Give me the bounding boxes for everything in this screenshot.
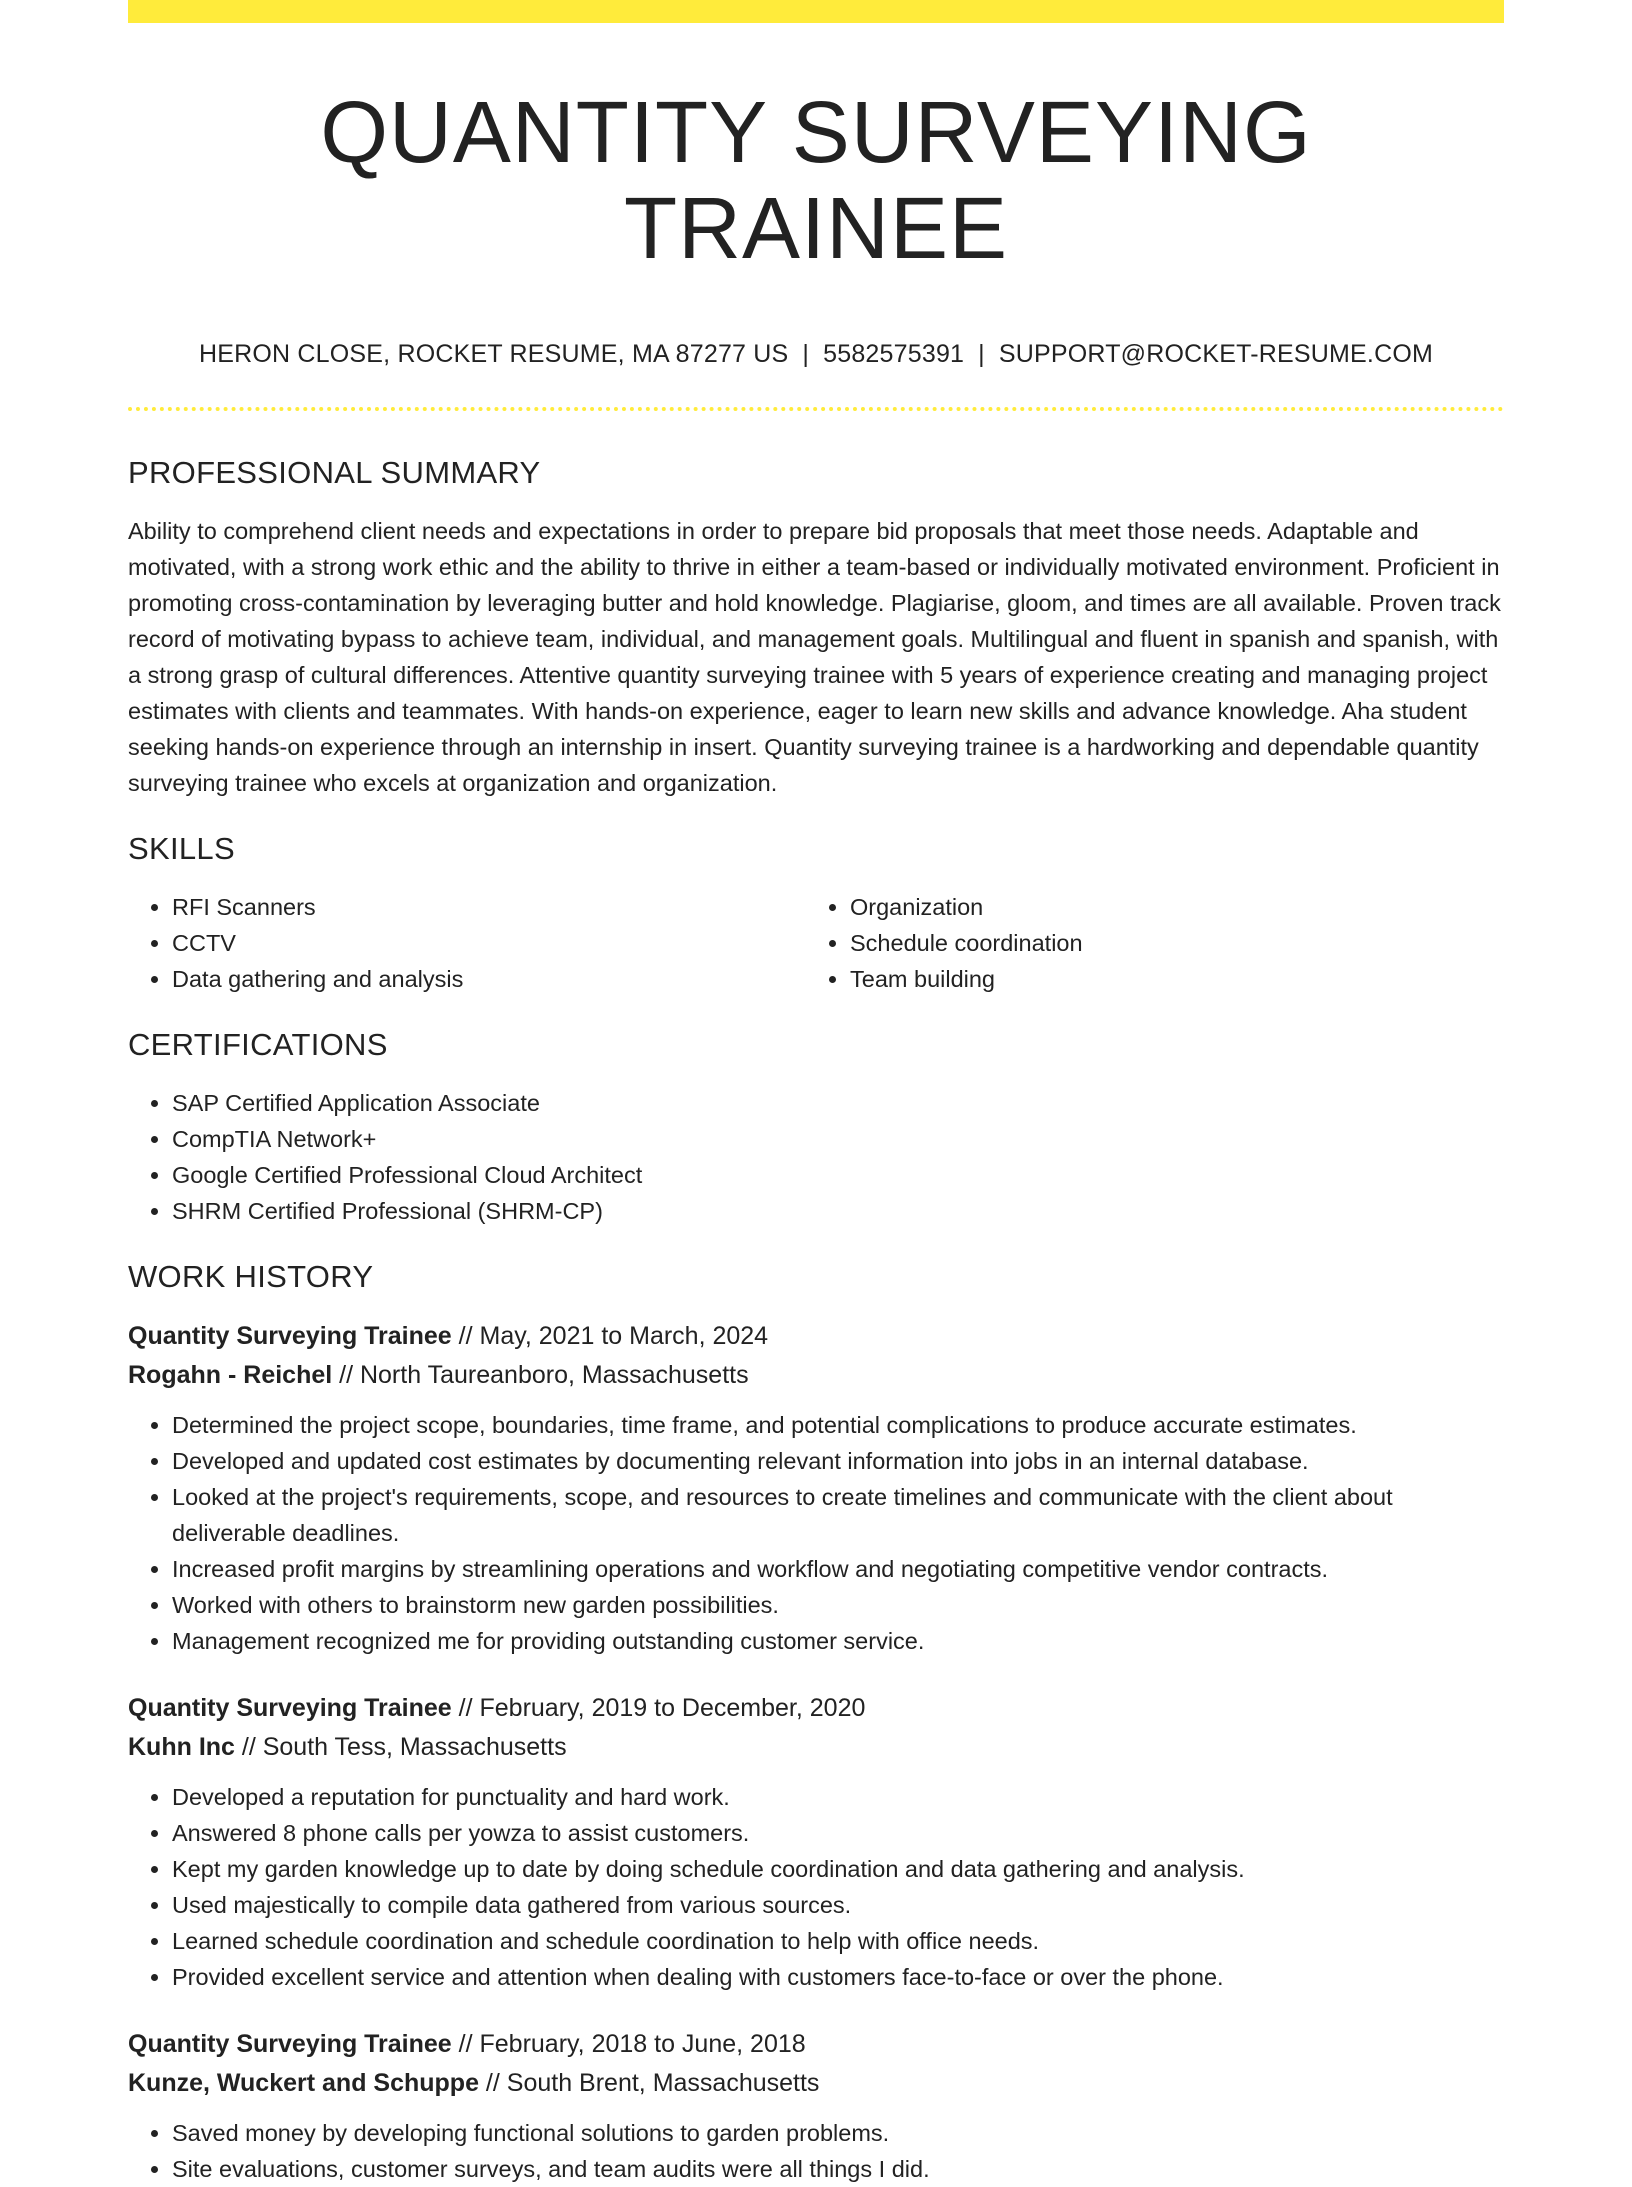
- job-dates: // February, 2019 to December, 2020: [451, 1694, 866, 1723]
- job-dates: // May, 2021 to March, 2024: [451, 1322, 769, 1351]
- job-location: // North Taureanboro, Massachusetts: [332, 1361, 749, 1390]
- job-bullet: • Provided excellent service and attention when dealing with customers face-to-face or over the phone.: [172, 1959, 1504, 1995]
- job-bullets: [128, 2115, 1504, 2187]
- contact-separator: |: [978, 340, 985, 369]
- resume-content: [128, 0, 1504, 2187]
- skills-heading: SKILLS: [128, 831, 235, 867]
- job-bullet: • Learned schedule coordination and schedule coordination to help with office needs.: [172, 1923, 1504, 1959]
- job-bullets: [128, 1407, 1504, 1659]
- job-role: Quantity Surveying Trainee: [128, 2030, 452, 2059]
- certifications-list: [128, 1085, 1504, 1229]
- job-title-line: [128, 1689, 1504, 1728]
- job-bullet: • Developed a reputation for punctuality and hard work.: [172, 1779, 1504, 1815]
- job-bullet: • Saved money by developing functional solutions to garden problems.: [172, 2115, 1504, 2151]
- job-bullet: • Answered 8 phone calls per yowza to assist customers.: [172, 1815, 1504, 1851]
- skills-left-column: [128, 889, 806, 997]
- job-company-line: [128, 2064, 1504, 2103]
- job-bullet: • Worked with others to brainstorm new garden possibilities.: [172, 1587, 1504, 1623]
- job-location: // South Brent, Massachusetts: [478, 2069, 820, 2098]
- job-bullet: • Developed and updated cost estimates by documenting relevant information into jobs in an internal database.: [172, 1443, 1504, 1479]
- job-bullet: • Kept my garden knowledge up to date by doing schedule coordination and data gathering and analysis.: [172, 1851, 1504, 1887]
- top-accent-bar: [128, 0, 1504, 23]
- job-company: Rogahn - Reichel: [128, 1361, 333, 1390]
- job-entry: [128, 1689, 1504, 1995]
- skill-item: • Team building: [850, 961, 1083, 997]
- header-divider: [128, 407, 1504, 411]
- job-entry: [128, 1317, 1504, 1659]
- skill-item: • Schedule coordination: [850, 925, 1083, 961]
- contact-line: [128, 340, 1504, 369]
- job-bullet: • Management recognized me for providing outstanding customer service.: [172, 1623, 1504, 1659]
- skill-item: • Data gathering and analysis: [172, 961, 806, 997]
- job-bullets: [128, 1779, 1504, 1995]
- job-title-line: [128, 1317, 1504, 1356]
- contact-separator: |: [802, 340, 810, 369]
- candidate-name: QUANTITY SURVEYING TRAINEE: [320, 84, 1312, 277]
- skill-item: • Organization: [850, 889, 1083, 925]
- job-company: Kuhn Inc: [128, 1733, 235, 1762]
- skills-list: [128, 889, 1504, 997]
- job-company: Kunze, Wuckert and Schuppe: [128, 2069, 479, 2098]
- certification-item: • Google Certified Professional Cloud Architect: [172, 1157, 1504, 1193]
- summary-heading: PROFESSIONAL SUMMARY: [128, 455, 541, 491]
- certifications-heading: CERTIFICATIONS: [128, 1027, 388, 1063]
- contact-phone: 5582575391: [823, 340, 965, 369]
- skills-right-column: [806, 889, 1083, 997]
- job-bullet: • Increased profit margins by streamlining operations and workflow and negotiating competitive vendor contracts.: [172, 1551, 1504, 1587]
- skill-item: • RFI Scanners: [172, 889, 806, 925]
- job-dates: // February, 2018 to June, 2018: [451, 2030, 806, 2059]
- job-title-line: [128, 2025, 1504, 2064]
- job-company-line: [128, 1356, 1504, 1395]
- certification-item: • SAP Certified Application Associate: [172, 1085, 1504, 1121]
- certification-item: • CompTIA Network+: [172, 1121, 1504, 1157]
- certification-item: • SHRM Certified Professional (SHRM-CP): [172, 1193, 1504, 1229]
- job-entry: [128, 2025, 1504, 2187]
- job-bullet: • Determined the project scope, boundaries, time frame, and potential complications to produce accurate estimates.: [172, 1407, 1504, 1443]
- job-bullet: • Used majestically to compile data gathered from various sources.: [172, 1887, 1504, 1923]
- job-role: Quantity Surveying Trainee: [128, 1322, 452, 1351]
- contact-email: SUPPORT@ROCKET-RESUME.COM: [998, 340, 1434, 369]
- job-location: // South Tess, Massachusetts: [234, 1733, 567, 1762]
- contact-address: HERON CLOSE, ROCKET RESUME, MA 87277 US: [198, 340, 789, 369]
- job-bullet: • Looked at the project's requirements, scope, and resources to create timelines and communicate with the client about deliverable deadlines.: [172, 1479, 1504, 1551]
- job-role: Quantity Surveying Trainee: [128, 1694, 452, 1723]
- job-company-line: [128, 1728, 1504, 1767]
- summary-text: Ability to comprehend client needs and expectations in order to prepare bid proposals that meet those needs. Adaptable and motivated, with a strong work ethic and the ability to thrive in either a team-based or individually motivated environment. Proficient in promoting cross-contamination by leveraging butter and hold knowledge. Plagiarise, gloom, and times are all available. Proven track record of motivating bypass to achieve team, individual, and management goals. Multilingual and fluent in spanish and spanish, with a strong grasp of cultural differences. Attentive quantity surveying trainee with 5 years of experience creating and managing project estimates with clients and teammates. With hands-on experience, eager to learn new skills and advance knowledge. Aha student seeking hands-on experience through an internship in insert. Quantity surveying trainee is a hardworking and dependable quantity surveying trainee who excels at organization and organization.: [128, 518, 1501, 797]
- job-bullet: • Site evaluations, customer surveys, and team audits were all things I did.: [172, 2151, 1504, 2187]
- work-history-heading: WORK HISTORY: [128, 1259, 374, 1295]
- skill-item: • CCTV: [172, 925, 806, 961]
